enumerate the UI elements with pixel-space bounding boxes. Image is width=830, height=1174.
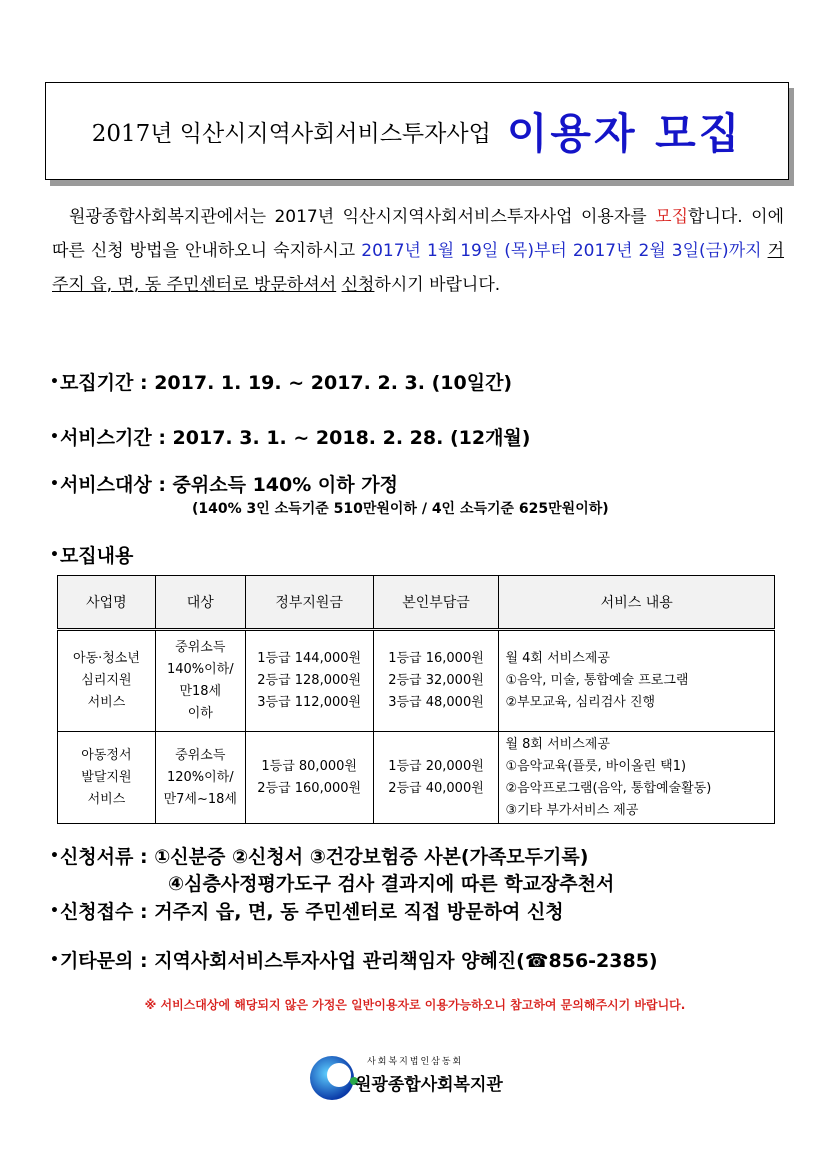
item-period [50,368,512,395]
table-row [58,630,775,732]
cell-content [499,630,775,732]
organization-logo [305,1048,545,1108]
item-docs [50,842,588,869]
cell-line: ①음악교육(플룻, 바이올린 택1) [505,758,687,774]
intro-text-1: 원광종합사회복지관에서는 2017년 익산시지역사회서비스투자사업 이용자를 [68,207,647,227]
bullet: • [50,547,59,563]
cell-line: 1등급 16,000원 [388,651,484,666]
cell-line: 2등급 128,000원 [257,673,362,688]
item-apply [50,897,564,924]
table-header-row [58,576,775,630]
cell-line: 3등급 48,000원 [388,695,484,710]
item-docs-line2: ④심층사정평가도구 검사 결과지에 따른 학교장추천서 [168,873,615,895]
header-name: 사업명 [58,576,156,630]
item-contact [50,946,658,973]
header-content: 서비스 내용 [499,576,775,630]
cell-line: 심리지원 [81,673,132,688]
intro-recruit: 모집 [655,207,689,227]
cell-line: 아동정서 [81,747,132,763]
cell-line: 월 4회 서비스제공 [505,651,610,666]
title-row [46,83,788,179]
title-accent: 이용자 모집 [506,109,743,158]
cell-line: 월 8회 서비스제공 [505,736,610,752]
cell-self [373,630,499,732]
item-service-period-text: 서비스기간 : 2017. 3. 1. ~ 2018. 2. 28. (12개월) [59,427,531,449]
bullet: • [50,903,59,919]
cell-line: 중위소득 [175,747,226,763]
cell-content [499,732,775,824]
cell-line: 140%이하/ [166,662,234,677]
item-service-period [50,423,530,450]
logo-subtitle: 사회복지법인삼동회 [367,1057,464,1067]
cell-line: ②음악프로그램(음악, 통합예술활동) [505,780,712,796]
cell-line: 이하 [187,706,213,721]
cell-target [155,732,245,824]
cell-line: ②부모교육, 심리검사 진행 [505,695,656,710]
item-content-text: 모집내용 [59,545,134,567]
footnote: ※ 서비스대상에 해당되지 않은 가정은 일반이용자로 이용가능하오니 참고하여 문의해주시기 바랍니다. [144,998,686,1012]
item-target-sub: (140% 3인 소득기준 510만원이하 / 4인 소득기준 625만원이하) [192,501,609,517]
cell-line: 1등급 80,000원 [261,758,357,774]
title-main: 2017년 익산시지역사회서비스투자사업 [91,120,491,147]
item-content [50,541,133,568]
cell-name [58,732,156,824]
cell-line: 만7세~18세 [163,791,237,807]
cell-name [58,630,156,732]
service-table [57,575,775,824]
cell-line: 2등급 32,000원 [388,673,484,688]
cell-gov [245,732,373,824]
item-period-text: 모집기간 : 2017. 1. 19. ~ 2017. 2. 3. (10일간) [59,372,513,394]
bullet: • [50,952,59,968]
logo-name: 원광종합사회복지관 [355,1075,503,1095]
cell-line: 서비스 [87,791,126,807]
header-self: 본인부담금 [373,576,499,630]
intro-dates: 2017년 1월 19일 (목)부터 2017년 2월 3일(금)까지 [361,241,762,261]
item-target [50,470,398,497]
bullet: • [50,374,59,390]
intro-apply: 신청 [341,275,375,295]
cell-line: 2등급 160,000원 [257,780,362,796]
header-target: 대상 [155,576,245,630]
cell-gov [245,630,373,732]
cell-line: 2등급 40,000원 [388,780,484,796]
bullet: • [50,848,59,864]
header-gov: 정부지원금 [245,576,373,630]
table-row [58,732,775,824]
cell-line: 서비스 [87,695,126,710]
cell-line: 아동·청소년 [72,651,140,666]
cell-line: 중위소득 [175,640,226,655]
cell-line: 3등급 112,000원 [257,695,362,710]
item-apply-text: 신청접수 : 거주지 읍, 면, 동 주민센터로 직접 방문하여 신청 [59,901,564,923]
intro-text-2: 합니다. 이에 따른 신청 방법을 안내하오니 숙지하시고 [52,207,784,261]
cell-line: ①음악, 미술, 통합예술 프로그램 [505,673,689,688]
cell-line: ③기타 부가서비스 제공 [505,802,639,818]
intro-paragraph [52,200,784,302]
cell-line: 발달지원 [81,769,132,785]
item-target-text: 서비스대상 : 중위소득 140% 이하 가정 [59,474,398,496]
title-box [45,82,789,180]
cell-line: 1등급 20,000원 [388,758,484,774]
cell-line: 120%이하/ [166,769,234,785]
cell-target [155,630,245,732]
intro-place: 거주지 읍, 면, 동 주민센터로 방문하셔서 [52,241,784,295]
cell-line: 만18세 [179,684,222,699]
intro-text-3: 하시기 바랍니다. [374,275,501,295]
bullet: • [50,476,59,492]
cell-self [373,732,499,824]
item-contact-text: 기타문의 : 지역사회서비스투자사업 관리책임자 양혜진(☎856-2385) [59,950,658,972]
bullet: • [50,429,59,445]
cell-line: 1등급 144,000원 [257,651,362,666]
item-docs-text: 신청서류 : ①신분증 ②신청서 ③건강보험증 사본(가족모두기록) [59,846,589,868]
